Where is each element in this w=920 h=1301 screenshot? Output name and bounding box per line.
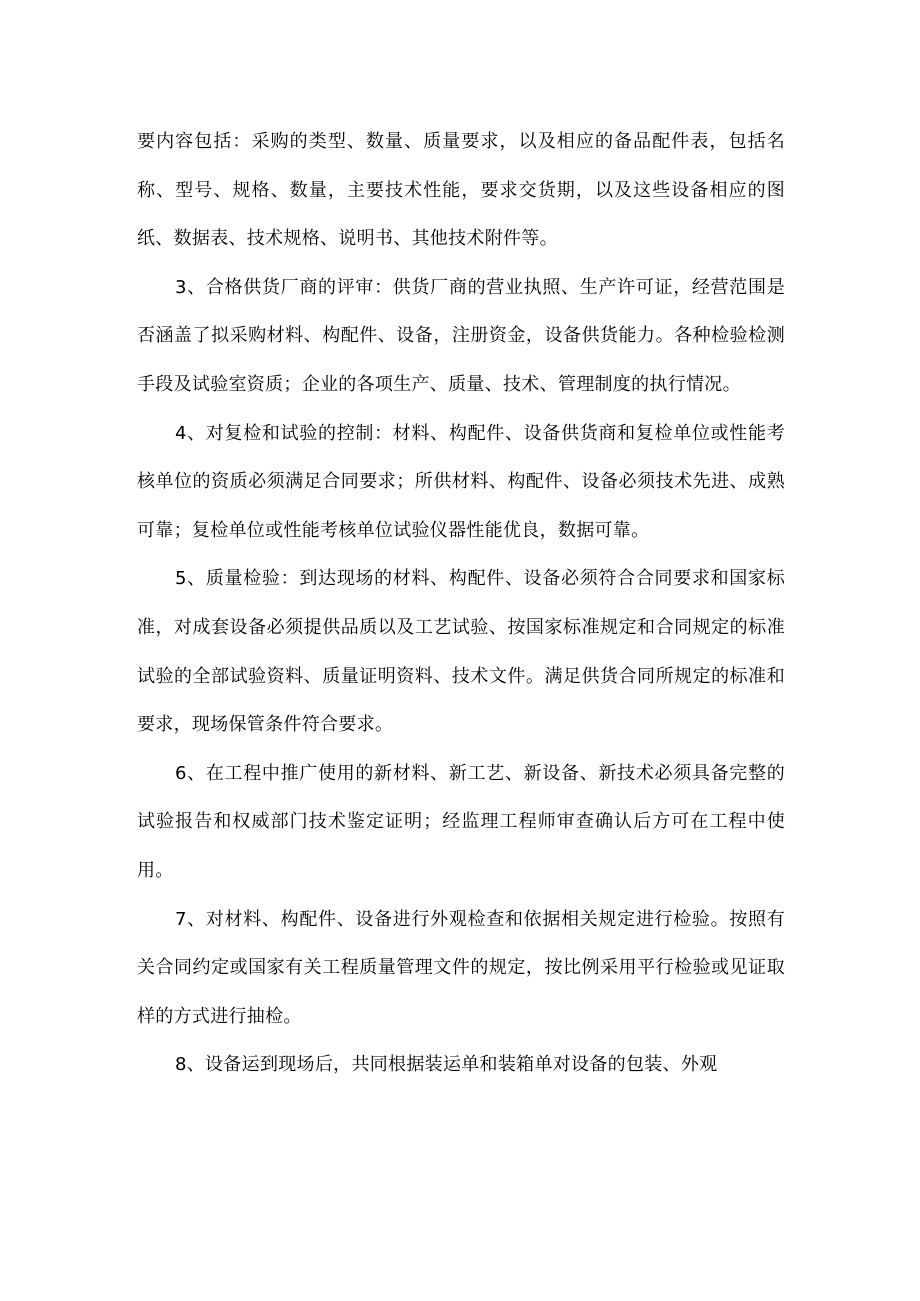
- paragraph-item-7-appearance-check: 7、对材料、构配件、设备进行外观检查和依据相关规定进行检验。按照有关合同约定或国家有关工程质量管理文件的规定，按比例采用平行检验或见证取样的方式进行抽检。: [137, 908, 785, 1027]
- paragraph-continued-content: 要内容包括：采购的类型、数量、质量要求，以及相应的备品配件表，包括名称、型号、规格、数量，主要技术性能，要求交货期，以及这些设备相应的图纸、数据表、技术规格、说明书、其他技术附件等。: [137, 131, 785, 250]
- document-body: [137, 118, 785, 1090]
- paragraph-item-3-supplier-review: 3、合格供货厂商的评审：供货厂商的营业执照、生产许可证，经营范围是否涵盖了拟采购材料、构配件、设备，注册资金，设备供货能力。各种检验检测手段及试验室资质；企业的各项生产、质量、技术、管理制度的执行情况。: [137, 276, 785, 395]
- paragraph-item-6-new-materials: 6、在工程中推广使用的新材料、新工艺、新设备、新技术必须具备完整的试验报告和权威部门技术鉴定证明；经监理工程师审查确认后方可在工程中使用。: [137, 762, 785, 881]
- paragraph-item-5-quality-inspection: 5、质量检验：到达现场的材料、构配件、设备必须符合合同要求和国家标准，对成套设备必须提供品质以及工艺试验、按国家标准规定和合同规定的标准试验的全部试验资料、质量证明资料、技术文件。满足供货合同所规定的标准和要求，现场保管条件符合要求。: [137, 568, 785, 736]
- paragraph-item-8-equipment-arrival: 8、设备运到现场后，共同根据装运单和装箱单对设备的包装、外观: [175, 1054, 718, 1076]
- paragraph-item-4-retest-control: 4、对复检和试验的控制：材料、构配件、设备供货商和复检单位或性能考核单位的资质必须满足合同要求；所供材料、构配件、设备必须技术先进、成熟可靠；复检单位或性能考核单位试验仪器性能优良，数据可靠。: [137, 422, 785, 541]
